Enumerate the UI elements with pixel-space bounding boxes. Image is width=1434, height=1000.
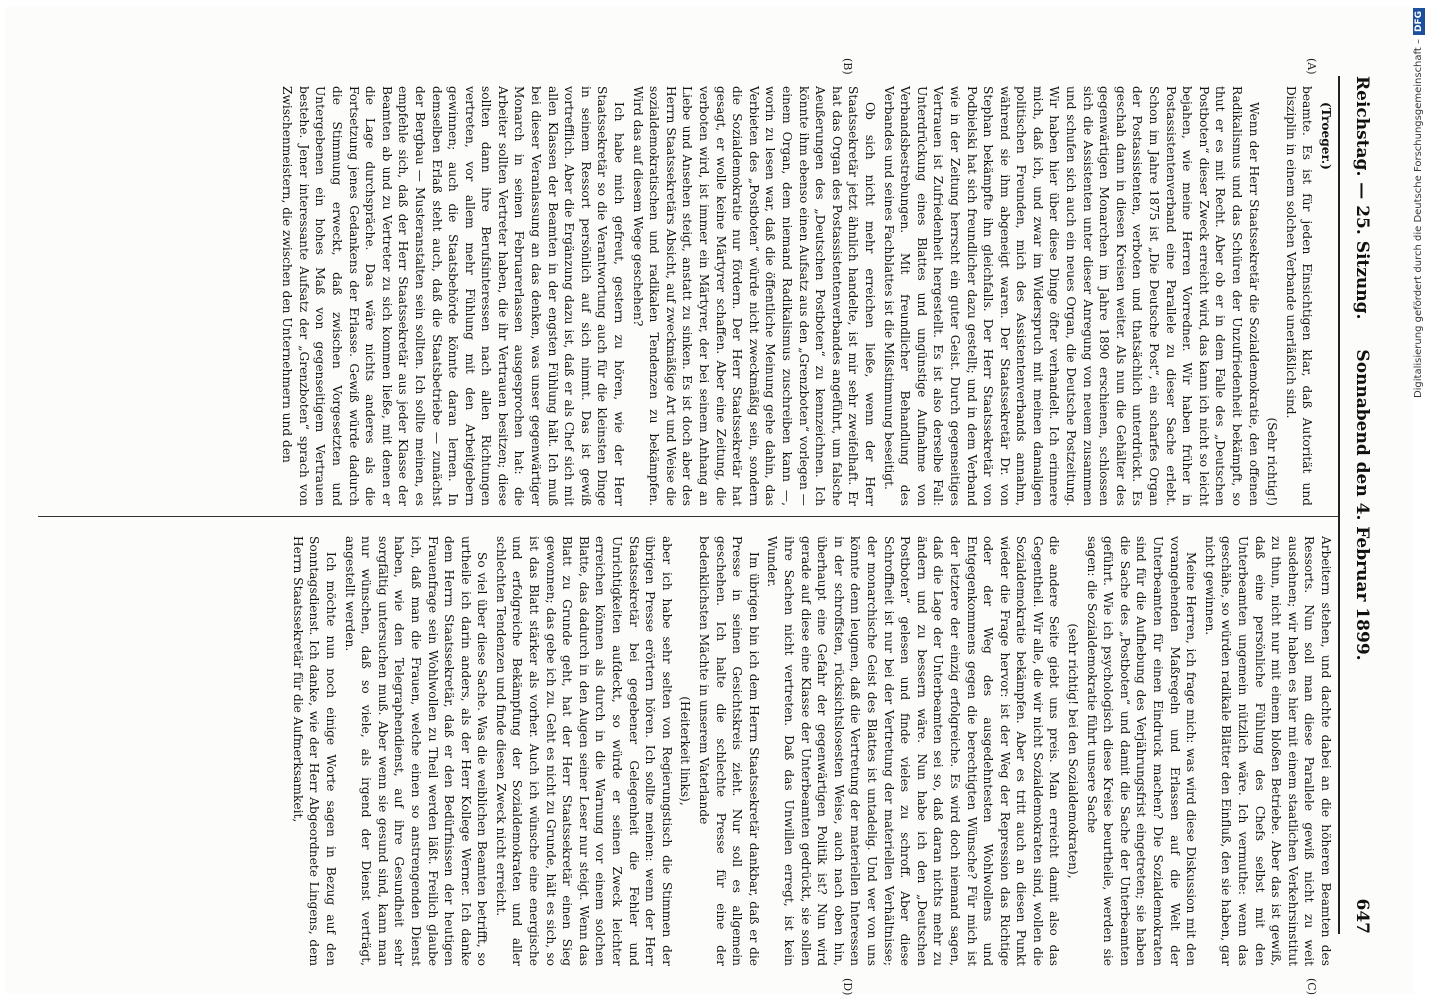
- header-left: Reichstag. — 25. Sitzung.: [1352, 76, 1372, 320]
- margin-marker-c: (C): [1305, 978, 1318, 995]
- document-page: [6, 6, 1414, 994]
- digitization-credit: [1411, 8, 1427, 992]
- paragraph: Meine Herren, ich frage mich: was wird diese Diskussion mit den vorangehenden Maßregeln und Erlassen auf die Welt der Unterbeamten für einen Eindruck machen? Die Sozialdemokraten sind für die Aufhebung des Verjährungsfrist eingetreten; sie haben die Sache des „Postboten“ und damit die Sache der Unterbeamten geführt. Wie ich psychologisch diese Kreise beurtheile, werden sie sagen: die Sozialdemokratie führt unsere Sache: [1084, 536, 1199, 966]
- text-column-left: [34, 86, 1334, 506]
- interjection: (Heiterkeit links),: [678, 696, 693, 806]
- paragraph: Ich habe mich gefreut, gestern zu hören, wie der Herr Staatssekretär so die Verantwortung auch für die kleinsten Dinge in seinem Ressort persönlich auf sich nimmt. Das ist gewiß vortrefflich. Aber die Ergänzung dazu ist, daß er als Chef sich mit allen Klassen der Beamten in der engsten Fühlung hält. Ich muß bei dieser Veranlassung an das denken, was unser gegenwärtiger Monarch in seinen Februarerlassen ausgesprochen hat: die Arbeiter sollten Vertreter haben, die ihr Vertrauen besitzen; diese sollten dann ihre Berufsinteressen nach allen Richtungen vertreten, vor allem mehr Fühlung mit den Arbeitgebern gewinnen; auch die Staatsbehörde könnte daran lernen. In demselben Erlaß steht auch, daß die Staatsbetriebe — zunächst der Bergbau — Musteranstalten sein sollten. Ich sollte meinen, es empfehle sich, daß der Herr Staatssekretär aus jeder Klasse der Beamten ab und zu Vertreter zu sich kommen ließe, mit denen er die Lage durchspräche. Das wäre nichts anderes als die Fortsetzung jenes Gedankens der Erlasse. Gewiß würde dadurch die Stimmung erweckt, daß zwischen Vorgesetzten und Untergebenen ein hohes Maß von gegenseitigem Vertrauen bestehe. Jener interessante Aufsatz der „Grenzboten“ sprach von Zwischenmeistern, die zwischen den Unternehmern und den: [280, 86, 627, 506]
- header-date: Sonnabend den 4. Februar 1899.: [1352, 349, 1372, 661]
- paragraph: die andere Seite giebt uns preis. Man erreicht damit also das Gegentheil. Wir alle, die wir nicht Sozialdemokraten sind, wollen die Sozialdemokratie bekämpfen. Aber es tritt auch an diesen Punkt wieder die Frage hervor: ist der Weg der Repression das Richtige oder der Weg des ausgedehntesten Wohlwollens und Entgegenkommens gegen die berechtigten Wünsche? Für mich ist der letztere der einzig erfolgreiche. Es wird doch niemand sagen, daß die Lage der Unterbeamten sei so, daß daran nichts mehr zu ändern und zu bessern wäre. Nun habe ich den „Deutschen Postboten“ gelesen und finde vieles zu schroff. Aber diese Schroffheit ist nur bei der Vertretung der materiellen Verhältnisse; der monarchische Geist des Blattes ist untadelig. Und wer von uns könnte denn leugnen, daß die Vertretung der materiellen Interessen in der schroffsten, rücksichtslosesten Weise, auch nach oben hin, überhaupt eine Gefahr der gegenwärtigen Politik ist? Nun wird gerade auf diese eine Klasse der Unterbeamten gedrückt, sie sollen ihre Sachen nicht vertreten. Daß das Unwillen erregt, ist kein Wunder.: [765, 536, 1062, 966]
- speaker-name: (Troeger.): [1319, 102, 1333, 170]
- margin-marker-d: (D): [841, 978, 854, 996]
- dfg-logo: DFG: [1413, 8, 1425, 35]
- interjection: (sehr richtig! bei den Sozialdemokraten),: [1066, 623, 1081, 879]
- column-divider: [38, 516, 1338, 517]
- header-rule: [1338, 76, 1340, 934]
- paragraph: Arbeitern stehen, und dachte dabei an die höheren Beamten des Ressorts. Nun soll man diese Parallele gewiß nicht zu weit ausdehnen; wir haben es hier mit einem staatlichen Verkehrsinstitut zu thun, nicht nur mit einem bloßen Betriebe. Aber das ist gewiß, daß eine persönliche Fühlung des Chefs selbst mit den Unterbeamten ungemein nützlich wäre. Ich vermuthe: wenn das geschähe, so würden radikale Blätter den Einfluß, den sie haben, gar nicht gewinnen.: [1202, 536, 1333, 966]
- text-column-right: [34, 536, 1334, 966]
- paragraph: Im übrigen bin ich dem Herrn Staatssekretär dankbar, daß er die Presse in seinen Gesichtskreis zieht. Nur soll es allgemein geschehen. Ich halte die schlechte Presse für eine der bedenklichsten Mächte in unserem Vaterlande: [697, 536, 761, 966]
- page-number: 647: [1352, 898, 1372, 934]
- page-header: [1342, 76, 1372, 934]
- paragraph: beamte. Es ist für jeden Einsichtigen klar, daß Autorität und Disziplin in einem solchen Verbande unerläßlich sind.: [1283, 86, 1315, 506]
- paragraph: Ob sich nicht mehr erreichen ließe, wenn der Herr Staatssekretär jetzt ähnlich handelte, ist mir sehr zweifelhaft. Er hat das Organ des Postassistentenverbandes angeführt, um falsche Aeußerungen des „Deutschen Postboten“ zu kennzeichnen. Ich könnte ihm ebenso einen Aufsatz aus den „Grenzboten“ vorlegen — einem Organ, dem niemand Radikalismus zuschreiben kann —, worin zu lesen war, daß die öffentliche Meinung gehe dahin, das Verbieten des „Postboten“ würde nicht zweckmäßig sein, sondern die Sozialdemokratie nur fördern. Der Herr Staatssekretär hat gesagt, er wolle keine Märtyrer schaffen. Aber eine Zeitung, die verboten wird, ist immer ein Märtyrer, der bei seinem Anhang an Liebe und Ansehen steigt, anstatt zu sinken. Es ist doch aber des Herrn Staatssekretärs Absicht, auf zweckmäßige Art und Weise die sozialdemokratischen und radikalen Tendenzen zu bekämpfen. Wird das auf diesem Wege geschehen?: [630, 86, 877, 506]
- paragraph: Wenn der Herr Staatssekretär die Sozialdemokratie, den offenen Radikalismus und das Schüren der Unzufriedenheit bekämpft, so thut er es mit Recht. Aber ob er in dem Falle des „Deutschen Postboten“ dieser Zweck erreicht wird, das kann ich nicht so leicht bejahen, wie meine Herren Vorredner. Wir haben früher in Postassistentenverband eine Parallele zu dieser Sache erlebt. Schon im Jahre 1875 ist „Die Deutsche Post“, ein scharfes Organ der Postassistenten, verboten und thatsächlich unterdrückt. Es geschah dann in diesen Kreisen weiter. Als nun die Gehälter des gegenwärtigen Monarchen im Jahre 1890 erschienen, schlossen sich die Assistenten unter dieser Anregung von neuem zusammen und schufen sich auch ein neues Organ, die Deutsche Postzeitung. Wir haben hier über diese Dinge öfter verhandelt. Ich erinnere mich, daß ich, und zwar im Widerspruch mit meinen damaligen politischen Freunden, mich des Assistentenverbands annahm, während sie ihm abgeneigt waren. Der Staatssekretär Dr. von Stephan bekämpfte ihn gleichfalls. Der Herr Staatssekretär von Podbielski hat sich freundlicher dazu gestellt; und in dem Verband wie in der Zeitung herrscht ein guter Geist. Durch gegenseitiges Vertrauen ist Zufriedenheit hergestellt. Es ist also derselbe Fall: Unterdrückung eines Blattes und ungünstige Aufnahme von Verbandsbestrebungen. Mit freundlicher Behandlung des Verbandes und seines Fachblattes ist die Mißstimmung beseitigt.: [881, 86, 1261, 506]
- paragraph: aber ich habe sehr selten von Regierungstisch die Stimmen der übrigen Presse erörtern hören. Ich sollte meinen: wenn der Herr Staatssekretär bei gegebener Gelegenheit die Fehler und Unrichtigkeiten aufdeckt, so würde er seinen Zweck leichter erreichen können als durch in die Warnung vor einem solchen Blatte, das dadurch in den Augen seiner Leser nur steigt. Wenn das Blatt zu Grunde geht, hat der Herr Staatssekretär einen Sieg gewonnen; das gebe ich zu. Geht es nicht zu Grunde, hält es sich, so ist das Blatt stärker als vorher. Auch ich wünsche eine energische und erfolgreiche Bekämpfung der Sozialdemokraten und aller schlechten Tendenzen und finde diesen Zweck nicht erreicht.: [493, 536, 674, 966]
- paragraph: Ich möchte nun noch einige Worte sagen in Bezug auf den Sonntagsdienst. Ich danke, wie der Herr Abgeordnete Lingens, dem Herrn Staatssekretär für die Aufmerksamkeit,: [290, 536, 338, 966]
- margin-marker-a: (A): [1305, 58, 1318, 75]
- interjection: (Sehr richtig!): [1265, 417, 1280, 506]
- margin-marker-b: (B): [841, 58, 854, 75]
- credit-text: Digitalisierung gefördert durch die Deutsche Forschungsgemeinschaft –: [1413, 39, 1424, 399]
- paragraph: So viel über diese Sache. Was die weiblichen Beamten betrifft, so urtheile ich darin anders, als der Herr Kollege Werner. Ich danke dem Herrn Staatssekretär, daß er den Bedürfnissen der heutigen Frauenfrage sein Wohlwollen zu Theil werden läßt. Freilich glaube ich, daß man die Frauen, welche einen so anstrengenden Dienst haben, wie den Telegraphendienst, auf ihre Gesundheit sehr sorgfältig untersuchen muß. Aber wenn sie gesund sind, kann man nur wünschen, daß so viele, als irgend der Dienst verträgt, angestellt werden.: [342, 536, 490, 966]
